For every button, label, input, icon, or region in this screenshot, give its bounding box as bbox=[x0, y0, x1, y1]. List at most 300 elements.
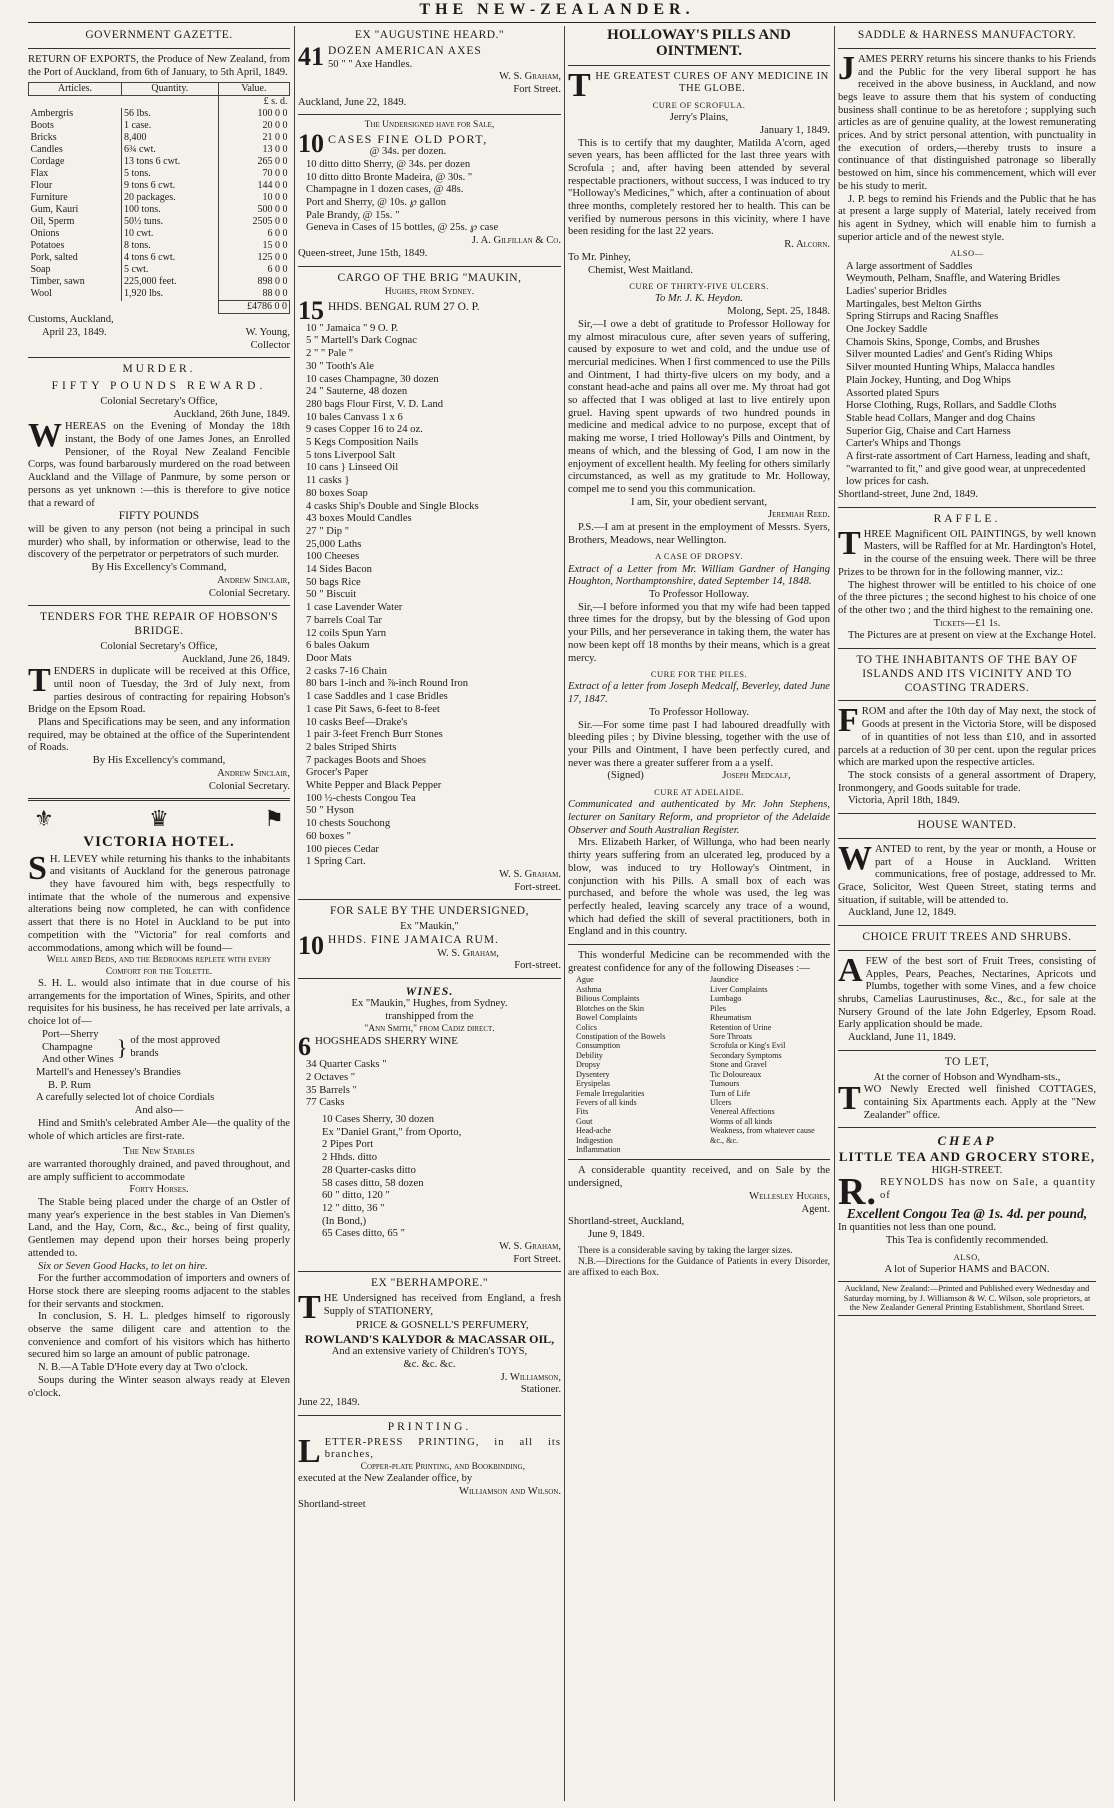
berhampore-text: HE Undersigned has received from England, a fresh Supply of STATIONERY, bbox=[323, 1293, 561, 1317]
oporto-item: 12 " ditto, 36 " bbox=[322, 1202, 385, 1214]
cargo-item: 7 packages Boots and Shoes bbox=[306, 754, 427, 766]
disease-item: Venereal Affections bbox=[710, 1107, 775, 1117]
masthead: THE NEW-ZEALANDER. bbox=[419, 1, 695, 18]
congou-tea: Excellent Congou Tea @ 1s. 4d. per pound, bbox=[846, 1206, 1088, 1222]
oporto-item: 28 Quarter-casks ditto bbox=[322, 1164, 416, 1176]
export-quantity: 5 tons. bbox=[121, 168, 218, 180]
disease-item: Tic Doloureaux bbox=[710, 1069, 762, 1079]
axes-date: Auckland, June 22, 1849. bbox=[298, 96, 407, 108]
tea-quantities: In quantities not less than one pound. bbox=[838, 1222, 997, 1234]
tenders-text: ENDERS in duplicate will be received at this Office, until noon of Tuesday, the 3rd of July next, from parties desirous of contracting for repairing Hobson's Bridge on the Epsom Road. bbox=[28, 666, 290, 716]
stables-text-2: The Stable being placed under the charge of an Ostler of many year's experience in the best stables in Van Diemen's Land, and the Hay, Corn, &c., &c., being of first quality, Gentlemen may depend upon their horses being properly attended to. bbox=[28, 1197, 290, 1259]
berhampore-title: Stationer. bbox=[520, 1384, 561, 1396]
export-article: Potatoes bbox=[30, 240, 65, 252]
export-quantity: 8 tons. bbox=[121, 240, 218, 252]
saddle-item: Silver mounted Hunting Whips, Malacca handles bbox=[846, 362, 1055, 374]
directions-note: N.B.—Directions for the Guidance of Patients in every Disorder, are affixed to each Box. bbox=[568, 1257, 830, 1279]
export-value: 70 0 0 bbox=[218, 168, 289, 180]
scrofula-to-2: Chemist, West Maitland. bbox=[588, 264, 693, 276]
cargo-item: 27 " Dip " bbox=[306, 525, 350, 537]
cargo-item: 10 " Jamaica " 9 O. P. bbox=[306, 322, 399, 334]
column-divider bbox=[564, 26, 565, 1801]
scrofula-heading: CURE OF SCROFULA. bbox=[652, 99, 746, 110]
cargo-first: HHDS. BENGAL RUM 27 O. P. bbox=[328, 300, 480, 313]
ulcers-text: Sir,—I owe a debt of gratitude to Professor Holloway for my almost miraculous cure, after seven years of suffering, caused by exposure to wet and cold, and the undue use of mercurial medicines. When I first commenced to use the Pills and Ointment, I had thirty-five ulcers on my body, and a constant head-ache and pains all over me. My throat had got so affected that I was obliged at last to live entirely upon gruel. Having spent upwards of two hundred pounds in medicine and medical advice to no purpose, except that of making me worse, I tried Holloway's Pills and Ointment, by means of which, and the blessing of God, I am now in the enjoyment of excellent health. My feeling for others similarly circumstanced, as well as my gratitude to Mr. Holloway, compel me to send you this communication. bbox=[568, 318, 830, 495]
saddle-item: Assorted plated Spurs bbox=[846, 387, 939, 399]
table-row bbox=[29, 192, 290, 204]
cargo-list bbox=[298, 323, 561, 869]
cheap-heading: CHEAP bbox=[937, 1133, 997, 1149]
export-value: 20 0 0 bbox=[218, 120, 289, 132]
tenders-signature: Andrew Sinclair, bbox=[217, 767, 290, 779]
oporto-item: 10 Cases Sherry, 30 dozen bbox=[322, 1114, 434, 1126]
export-value: 6 0 0 bbox=[218, 264, 289, 276]
export-quantity: 20 packages. bbox=[121, 192, 218, 204]
piles-heading: CURE FOR THE PILES. bbox=[650, 669, 748, 680]
table-row bbox=[29, 144, 290, 156]
cargo-item: 1 case Pit Saws, 6-feet to 8-feet bbox=[306, 703, 440, 715]
table-dhote: N. B.—A Table D'Hote every day at Two o'clock. bbox=[38, 1362, 248, 1374]
murder-signature-title: Colonial Secretary. bbox=[208, 587, 290, 599]
saddle-item: Ladies' superior Bridles bbox=[846, 285, 947, 297]
disease-item: Worms of all kinds bbox=[710, 1116, 773, 1126]
export-quantity: 56 lbs. bbox=[121, 108, 218, 120]
table-row bbox=[29, 204, 290, 216]
disease-item: Constipation of the Bowels bbox=[576, 1031, 666, 1041]
inhabitants-text-2: The stock consists of a general assortment of Drapery, Ironmongery, and Goods suitable for trade. bbox=[838, 769, 1096, 794]
export-article: Ambergris bbox=[30, 108, 74, 120]
table-row bbox=[29, 228, 290, 240]
murder-reward: FIFTY POUNDS bbox=[118, 510, 200, 523]
saddle-item: One Jockey Saddle bbox=[846, 324, 928, 336]
port-item: Champagne in 1 dozen cases, @ 48s. bbox=[306, 184, 464, 196]
wines-ship: "Ann Smith," from Cadiz direct. bbox=[364, 1023, 495, 1034]
hotel-rum: B. P. Rum bbox=[48, 1079, 91, 1091]
holloway-intro: HE GREATEST CURES OF ANY MEDICINE IN THE GLOBE. bbox=[595, 70, 829, 95]
murder-date: Auckland, 26th June, 1849. bbox=[173, 408, 290, 420]
tenders-office: Colonial Secretary's Office, bbox=[100, 640, 218, 652]
export-value: 2505 0 0 bbox=[218, 216, 289, 228]
perry-text: AMES PERRY returns his sincere thanks to his Friends and the Public for the very liberal support he has received in the above business, in Auckland, and now begs leave to assure them that his system of conducting business shall continue to be as heretofore ; supplying such articles as are of genuine quality, at the lowest remunerating prices. And by strict personal attention, with punctuality in the execution of orders,—thereby trusts to insure a continuance of that distinguished patronage so liberally bestowed on him, since his commencement, which will ever be his study to merit. bbox=[838, 53, 1096, 192]
cargo-item: 5 Kegs Composition Nails bbox=[306, 437, 419, 449]
disease-item: Fevers of all kinds bbox=[576, 1097, 637, 1107]
berhampore-date: June 22, 1849. bbox=[298, 1397, 360, 1409]
sale-text: A considerable quantity received, and on Sale by the undersigned, bbox=[568, 1165, 830, 1190]
customs-signature: W. Young, bbox=[245, 326, 290, 338]
export-article: Wool bbox=[30, 288, 52, 300]
raffle-tickets: Tickets—£1 1s. bbox=[933, 617, 1001, 629]
port-list bbox=[298, 159, 561, 235]
export-value: 13 0 0 bbox=[218, 144, 289, 156]
disease-item: Head-ache bbox=[576, 1126, 611, 1136]
crest-icon: ⚜ bbox=[34, 806, 54, 832]
cargo-item: 1 case Lavender Water bbox=[306, 602, 403, 614]
axes-number: 41 bbox=[298, 41, 324, 71]
printing-text: ETTER-PRESS PRINTING, in all its branches, bbox=[324, 1436, 561, 1461]
export-quantity: 13 tons 6 cwt. bbox=[121, 156, 218, 168]
sale-date: June 9, 1849. bbox=[588, 1228, 645, 1240]
hotel-text-2: S. H. L. would also intimate that in due course of his arrangements for the importation of Wines, Spirits, and other requisites for his business, he has received per late arrivals, a choice lot of— bbox=[28, 978, 290, 1028]
disease-item: Bilious Complaints bbox=[576, 994, 640, 1004]
export-value: 6 0 0 bbox=[218, 228, 289, 240]
tenders-date: Auckland, June 26, 1849. bbox=[181, 653, 290, 665]
cargo-item: 100 Cheeses bbox=[306, 551, 360, 563]
export-article: Cordage bbox=[30, 156, 65, 168]
disease-item: Piles bbox=[710, 1003, 726, 1013]
stables-hacks: Six or Seven Good Hacks, to let on hire. bbox=[38, 1260, 208, 1272]
axes-heading: EX "AUGUSTINE HEARD." bbox=[354, 29, 505, 41]
port-item: Port and Sherry, @ 10s. ℘ gallon bbox=[306, 197, 447, 208]
fruit-text: FEW of the best sort of Fruit Trees, consisting of Apples, Pears, Peaches, Nectarines, Apricots und Plumbs, together with some Vines, and a few choice shrubs, Camelias Laurustinuses, &c., &c., for sale at the Nursery Ground of the late John Edgerley, Epsom Road. Early application should be made. bbox=[838, 955, 1096, 1031]
saddle-item: Weymouth, Pelham, Snaffle, and Watering Bridles bbox=[846, 273, 1060, 285]
saving-note: There is a considerable saving by taking the larger sizes. bbox=[578, 1245, 793, 1256]
cargo-item: White Pepper and Black Pepper bbox=[306, 780, 442, 792]
wines-list bbox=[298, 1059, 561, 1110]
wines-heading: WINES. bbox=[405, 984, 454, 999]
rum-heading: FOR SALE BY THE UNDERSIGNED, bbox=[330, 905, 529, 918]
port-line-1: CASES FINE OLD PORT, bbox=[328, 131, 488, 146]
disease-item: Indigestion bbox=[576, 1135, 613, 1145]
disease-item: Fits bbox=[576, 1107, 589, 1117]
disease-item: Sore Throats bbox=[710, 1031, 752, 1041]
export-article: Oil, Sperm bbox=[30, 216, 75, 228]
piles-signed: (Signed) bbox=[607, 770, 644, 782]
hotel-wine-item: Champagne bbox=[42, 1041, 93, 1053]
column-4: SADDLE & HARNESS MANUFACTORY. JAMES PERRY returns his sincere thanks to his Friends and the Public for the very liberal support he has received in the above business, in Auckland, and now begs leave to assure them that his system of conducting business shall continue to be as heretofore ; supplying such articles as are of genuine quality, at the lowest remunerating prices. And by strict personal attention, with punctuality in the execution of orders,—thereby trusts to insure a continuance of that distinguished patronage so liberally bestowed on him, since his commencement, which will ever be his study to merit. J. P. begs to remind his Friends and the Public that he has at present a large supply of Material, lately received from his agent in Sydney, which will enable him to furnish a superior article and of the newest style. ALSO— A large assortment of Saddles Weymouth, Pelham, Snaffle, and Watering Bridles Ladies' superior Bridles Martingales, best Melton Girths Spring Stirrups and Racing Snaffles One Jockey Saddle Chamois Skins, Sponge, Combs, and Brushes Silver mounted Ladies' and Gent's Riding Whips Silver mounted Hunting Whips, Malacca handles Plain Jockey, Hunting, and Dog Whips Assorted plated Spurs Horse Clothing, Rugs, Rollars, and Saddle Cloths Stable head Collars, Manger and dog Chains Superior Gig, Chaise and Cart Harness Carter's Whips and Thongs A first-rate assortment of Cart Harness, leading and shaft, "warranted to fit," and give good wear, at unprecedented low prices for cash. Shortland-street, June 2nd, 1849. RAFFLE. THREE Magnificent OIL PAINTINGS, by well known Masters, will be Raffled for at Mr. Hardington's Hotel, in the course of the ensuing week. There will be three Prizes to be thrown for in the following manner, viz.: The highest thrower will be entitled to his choice of one of the three pictures ; the second highest to his choice of one of the other two ; and the third highest to the remaining one. Tickets—£1 1s. The Pictures are at present on view at the Exchange Hotel. TO THE INHABITANTS OF THE BAY OF ISLANDS AND ITS VICINITY AND TO COASTING TRADERS. FROM and after the 10th day of May next, the stock of Goods at present in the Victoria Store, will be disposed of in quantities of not less than £10, and in assorted parcels at a reduction of 30 per cent. upon the regular prices which are marked upon the respective articles. The stock consists of a general assortment of Drapery, Ironmongery, and Goods suitable for trade. Victoria, April 18th, 1849. HOUSE WANTED. WANTED to rent, by the year or month, a House or part of a House in Auckland. Written communications, free of postage, addressed to Mr. Grace, Solicitor, West Queen Street, stating terms and situation, if suitable, will be attended to. Auckland, June 12, 1849. CHOICE FRUIT TREES AND SHRUBS. AFEW of the best sort of Fruit Trees, consisting of Apples, Pears, Peaches, Nectarines, Apricots und Plumbs, together with some Vines, and a few choice shrubs, Camelias Laurustinuses, &c., &c., for sale at the Nursery Ground of the late John Edgerley, Epsom Road. Early application should be made. Auckland, June 11, 1849. TO LET, At the corner of Hobson and Wyndham-sts., TWO Newly Erected well finished COTTAGES, containing Six Apartments each. Apply at the "New Zealander" office. CHEAP LITTLE TEA AND GROCERY STORE, HIGH-STREET. R. REYNOLDS has now on Sale, a quantity of Excellent Congou Tea @ 1s. 4d. per pound, In quantities not less than one pound. This Tea is confidently recommended. ALSO, A lot of Superior HAMS and BACON. Auckland, New Zealand:—Printed and Published every Wednesday and Saturday morning, by J. Williamson & W. C. Wilson, sole proprietors, at the New Zealander General Printing Establishment, Shortland Street. bbox=[838, 26, 1096, 1801]
printing-line-2: Copper-plate Printing, and Bookbinding, bbox=[360, 1461, 526, 1472]
export-value: 500 0 0 bbox=[218, 204, 289, 216]
hotel-emblem bbox=[28, 806, 290, 832]
wines-number: 6 bbox=[298, 1032, 311, 1062]
cargo-item: 80 bars 1-inch and ⅞-inch Round Iron bbox=[306, 678, 469, 690]
sale-title: Agent. bbox=[801, 1203, 830, 1215]
dropsy-heading: A CASE OF DROPSY. bbox=[655, 551, 743, 562]
export-article: Flax bbox=[30, 168, 49, 180]
table-row bbox=[29, 264, 290, 276]
oporto-item: Ex "Daniel Grant," from Oporto, bbox=[322, 1126, 462, 1138]
saddle-item: Horse Clothing, Rugs, Rollars, and Saddle Cloths bbox=[846, 400, 1057, 412]
house-heading: HOUSE WANTED. bbox=[917, 819, 1017, 832]
disease-item: Bowel Complaints bbox=[576, 1013, 638, 1023]
murder-text-2: will be given to any person (not being a principal in such murder) who shall, by information or otherwise, lead to the discovery of the perpetrator or perpetrators of such murder. bbox=[28, 524, 290, 561]
disease-item: Colics bbox=[576, 1022, 597, 1032]
diseases-list bbox=[568, 975, 830, 1154]
cargo-item: 5 tons Liverpool Salt bbox=[306, 449, 396, 461]
table-row bbox=[29, 168, 290, 180]
masthead-rule bbox=[28, 22, 1096, 23]
export-value: 125 0 0 bbox=[218, 252, 289, 264]
axes-line-2: 50 " " Axe Handles. bbox=[328, 58, 413, 70]
dropsy-extract: Extract of a Letter from Mr. William Gardner of Hanging Houghton, Northamptonshire, dated September 14, 1848. bbox=[568, 563, 830, 588]
cargo-item: 50 " Hyson bbox=[306, 805, 354, 817]
wines-item: 35 Barrels " bbox=[306, 1084, 357, 1096]
hotel-beds: Well aired Beds, and the Bedrooms replete with every Comfort for the Toilette. bbox=[46, 955, 272, 977]
table-row bbox=[29, 156, 290, 168]
raffle-text-2: The highest thrower will be entitled to his choice of one of the three pictures ; the second highest to his choice of one of the other two ; and the third highest to the remaining one. bbox=[838, 579, 1096, 616]
cargo-item: 2 bales Striped Shirts bbox=[306, 741, 397, 753]
disease-item: Erysipelas bbox=[576, 1079, 611, 1089]
cargo-item: 2 " " Pale " bbox=[306, 348, 354, 360]
cargo-item: Grocer's Paper bbox=[306, 767, 369, 779]
berhampore-toys: And an extensive variety of Children's TOYS, bbox=[331, 1346, 528, 1358]
cargo-item: 11 casks } bbox=[306, 475, 350, 487]
raffle-heading: RAFFLE. bbox=[933, 512, 1001, 525]
table-row bbox=[29, 288, 290, 301]
hotel-cordials: A carefully selected lot of choice Cordials bbox=[36, 1092, 215, 1104]
return-title: RETURN OF EXPORTS, the Produce of New Zealand, from the Port of Auckland, from 6th of January, to 5th April, 1849. bbox=[28, 53, 290, 78]
export-article: Flour bbox=[30, 180, 53, 192]
let-heading: TO LET, bbox=[944, 1055, 990, 1068]
port-item: Pale Brandy, @ 15s. " bbox=[306, 209, 400, 221]
port-price: @ 34s. per dozen. bbox=[369, 146, 447, 158]
cargo-item: 1 pair 3-feet French Burr Stones bbox=[306, 729, 443, 741]
tenders-signature-title: Colonial Secretary. bbox=[208, 780, 290, 792]
fruit-date: Auckland, June 11, 1849. bbox=[848, 1032, 956, 1044]
wines-item: 77 Casks bbox=[306, 1097, 345, 1109]
high-street: HIGH-STREET. bbox=[931, 1164, 1003, 1176]
col-header-quantity: Quantity. bbox=[121, 83, 218, 96]
piles-text: Sir.—For some time past I had laboured dreadfully with bleeding piles ; by Divine blessing, together with the use of your Pills and Ointment, I have been perfectly cured, and never was there a greater sufferer from a a yself. bbox=[568, 719, 830, 769]
port-number: 10 bbox=[298, 128, 324, 158]
tenders-text-2: Plans and Specifications may be seen, and any information required, may be obtained at the office of the Superintendent of Roads. bbox=[28, 717, 290, 754]
saddle-item: A large assortment of Saddles bbox=[846, 260, 973, 272]
cargo-item: 10 casks Beef—Drake's bbox=[306, 716, 408, 728]
saddle-list bbox=[838, 261, 1096, 490]
adelaide-extract: Communicated and authenticated by Mr. John Stephens, lecturer on Sanitary Reform, and proprietor of the Adelaide Observer and South Australian Register. bbox=[568, 799, 830, 836]
port-item: Geneva in Cases of 15 bottles, @ 25s. ℘ case bbox=[306, 222, 499, 234]
cargo-item: 10 cases Champagne, 30 dozen bbox=[306, 373, 439, 385]
table-row bbox=[29, 240, 290, 252]
scrofula-to: To Mr. Pinhey, bbox=[568, 251, 631, 263]
berhampore-heading: EX "BERHAMPORE." bbox=[370, 1277, 489, 1290]
disease-item: Consumption bbox=[576, 1041, 621, 1051]
port-heading: The Undersigned have for Sale, bbox=[364, 120, 495, 131]
export-article: Candles bbox=[30, 144, 63, 156]
stables-text-4: In conclusion, S. H. L. pledges himself to rigorously observe the same diligent care and attention to the convenience and comfort of his visitors which has hitherto secured him so large an amount of public patronage. bbox=[28, 1311, 290, 1361]
col-header-articles: Articles. bbox=[29, 83, 122, 96]
export-quantity: 4 tons 6 cwt. bbox=[121, 252, 218, 264]
murder-command: By His Excellency's Command, bbox=[91, 562, 227, 574]
cargo-item: 14 Sides Bacon bbox=[306, 564, 372, 576]
export-value: 144 0 0 bbox=[218, 180, 289, 192]
let-line-1: At the corner of Hobson and Wyndham-sts., bbox=[873, 1071, 1061, 1083]
cargo-item: 1 case Saddles and 1 case Bridles bbox=[306, 691, 448, 703]
cargo-item: 80 boxes Soap bbox=[306, 487, 368, 499]
export-article: Furniture bbox=[30, 192, 68, 204]
disease-item: Debility bbox=[576, 1050, 603, 1060]
customs-place: Customs, Auckland, bbox=[28, 314, 114, 326]
gazette-heading: GOVERNMENT GAZETTE. bbox=[85, 29, 233, 41]
rum-signature: W. S. Graham, bbox=[437, 947, 499, 959]
ulcers-signature: Jeremiah Reed. bbox=[768, 509, 830, 521]
cargo-item: 10 bales Canvass 1 x 6 bbox=[306, 411, 403, 423]
dropsy-text: Sir,—I before informed you that my wife had been tapped three times for the dropsy, but by the blessing of God upon your Pills, and her perseverance in taking them, the water has now been kept off 18 months by their means, which is a great mercy. bbox=[568, 601, 830, 664]
tea-also: ALSO, bbox=[953, 1251, 981, 1262]
disease-item: Dropsy bbox=[576, 1060, 601, 1070]
hotel-also: And also— bbox=[134, 1105, 184, 1117]
hotel-brandies: Martell's and Henessey's Brandies bbox=[36, 1067, 181, 1078]
stables-forty: Forty Horses. bbox=[129, 1184, 189, 1196]
stables-heading: The New Stables bbox=[123, 1146, 195, 1158]
axes-signature: W. S. Graham, bbox=[499, 71, 561, 83]
saddle-item: Martingales, best Melton Girths bbox=[846, 298, 982, 310]
exports-table bbox=[28, 82, 290, 314]
let-text: WO Newly Erected well finished COTTAGES, containing Six Apartments each. Apply at the "New Zealander" office. bbox=[863, 1084, 1096, 1121]
house-date: Auckland, June 12, 1849. bbox=[848, 907, 957, 919]
cargo-heading: CARGO OF THE BRIG "MAUKIN, bbox=[337, 271, 522, 284]
saddle-item: Plain Jockey, Hunting, and Dog Whips bbox=[846, 374, 1011, 386]
disease-item: Scrofula or King's Evil bbox=[710, 1041, 786, 1051]
col-header-value: Value. bbox=[218, 83, 289, 96]
column-1: GOVERNMENT GAZETTE. RETURN OF EXPORTS, the Produce of New Zealand, from the Port of Auckland, from 6th of January, to 5th April, 1849. Articles. Quantity. Value. £ s. d. Ambergris 56 lbs. 100 0 0 Boots 1 case. 20 0 0 Bricks 8,400 21 0 0 Candles 6¾ cwt. 13 0 0 Cordage 13 tons 6 cwt. 265 0 0 Flax 5 tons. 70 0 0 Flour 9 tons 6 cwt. 144 0 0 Furniture 20 packages. 10 0 0 Gum, Kauri 100 tons. 500 0 0 Oil, Sperm 50½ tuns. 2505 0 0 Onions 10 cwt. 6 0 0 Potatoes 8 tons. 15 0 0 Pork, salted 4 tons 6 cwt. 125 0 0 Soap 5 cwt. 6 0 0 Timber, sawn 225,000 feet. 898 0 0 Wool 1,920 lbs. 88 0 0 £4786 0 0 Customs, Auckland, April 23, 1849. W. Young, Collector MURDER. FIFTY POUNDS REWARD. Colonial Secretary's Office, Auckland, 26th June, 1849. WHEREAS on the Evening of Monday the 18th instant, the Body of one James Jones, an Enrolled Pensioner, of the Royal New Zealand Fencible Corps, was found barbarously murdered on the road between Auckland and the Village of Panmure, by some person or persons as yet unknown :—this is therefore to give notice that a reward of FIFTY POUNDS will be given to any person (not being a principal in such murder) who shall, by information or otherwise, lead to the discovery of the perpetrator or perpetrators of such murder. By His Excellency's Command, Andrew Sinclair, Colonial Secretary. TENDERS FOR THE REPAIR OF HOBSON'S BRIDGE. Colonial Secretary's Office, Auckland, June 26, 1849. TENDERS in duplicate will be received at this Office, until noon of Tuesday, the 3rd of July next, from parties desirous of contracting for repairing Hobson's Bridge on the Epsom Road. Plans and Specifications may be seen, and any information required, may be obtained at the office of the Superintendent of Roads. By His Excellency's command, Andrew Sinclair, Colonial Secretary. ⚜ ♛ ⚑ VICTORIA HOTEL. S H. LEVEY while returning his thanks to the inhabitants and visitants of Auckland for the generous patronage they have favoured him with, begs respectfully to intimate that the whole of the numerous and expensive alterations being now completed, he can with confidence assert that there is no Hotel in Auckland to be put into competition with the "Victoria" for real comforts and accommodations, among which will be found— Well aired Beds, and the Bedrooms replete with every Comfort for the Toilette. S. H. L. would also intimate that in due course of his arrangements for the importation of Wines, Spirits, and other requisites for his business, he has received per late arrivals, a choice lot of— Port—Sherry Champagne And other Wines } of the most approved brands Martell's and Henessey's Brandies B. P. Rum A carefully selected lot of choice Cordials And also— Hind and Smith's celebrated Amber Ale—the quality of the whole of which articles are first-rate. The New Stables are warranted thoroughly drained, and paved throughout, and are amply sufficient to accommodate Forty Horses. The Stable being placed under the charge of an Ostler of many year's experience in the best stables in Van Diemen's Land, and the Hay, Corn, &c., &c., being of first quality, Gentlemen may depend upon their horses being properly attended to. Six or Seven Good Hacks, to let on hire. For the further accommodation of importers and owners of Horse stock there are sleeping rooms adjacent to the stables for their servants and stockmen. In conclusion, S. H. L. pledges himself to rigorously observe the same diligent care and attention to the convenience and comfort of his visitors which has hitherto secured him so large an amount of public patronage. N. B.—A Table D'Hote every day at Two o'clock. Soups during the Winter season always ready at Eleven o'clock. bbox=[28, 29, 290, 1399]
oporto-list bbox=[298, 1114, 561, 1241]
disease-item: Inflammation bbox=[576, 1145, 621, 1155]
disease-item: Female Irregularities bbox=[576, 1088, 645, 1098]
piles-to: To Professor Holloway. bbox=[648, 706, 750, 718]
export-article: Boots bbox=[30, 120, 54, 132]
cargo-item: 24 " Sauterne, 48 dozen bbox=[306, 386, 408, 398]
disease-item: Liver Complaints bbox=[710, 984, 768, 994]
table-row bbox=[29, 120, 290, 132]
disease-item: Tumours bbox=[710, 1079, 740, 1089]
currency-header: £ s. d. bbox=[218, 96, 289, 109]
dropsy-to: To Professor Holloway. bbox=[648, 589, 750, 601]
house-text: ANTED to rent, by the year or month, a House or part of a House in Auckland. Written communications, free of postage, addressed to Mr. Grace, Solicitor, West Queen Street, stating terms and situation, if suitable, will be attended to. bbox=[838, 843, 1096, 906]
fruit-heading: CHOICE FRUIT TREES AND SHRUBS. bbox=[862, 931, 1072, 944]
scrofula-signature: R. Alcorn. bbox=[784, 239, 830, 251]
murder-subheading: FIFTY POUNDS REWARD. bbox=[51, 380, 267, 393]
wines-item: 2 Octaves " bbox=[306, 1071, 356, 1083]
cargo-item: Door Mats bbox=[306, 652, 352, 664]
saddle-item: Silver mounted Ladies' and Gent's Riding Whips bbox=[846, 349, 1053, 361]
rum-number: 10 bbox=[298, 930, 324, 960]
sale-signature: Wellesley Hughes, bbox=[749, 1190, 830, 1202]
imprint: Auckland, New Zealand:—Printed and Published every Wednesday and Saturday morning, by J. Williamson & W. C. Wilson, sole proprietors, at the New Zealander General Printing Establishment, Shortland Street. bbox=[838, 1281, 1096, 1316]
saddle-item: Carter's Whips and Thongs bbox=[846, 438, 961, 450]
adelaide-heading: CURE AT ADELAIDE. bbox=[654, 787, 744, 798]
cargo-subheading: Hughes, from Sydney. bbox=[384, 287, 475, 298]
export-value: 100 0 0 bbox=[218, 108, 289, 120]
disease-item: Dysentery bbox=[576, 1069, 610, 1079]
murder-office: Colonial Secretary's Office, bbox=[100, 395, 218, 407]
hotel-heading: VICTORIA HOTEL. bbox=[83, 833, 235, 850]
cargo-item: 12 coils Spun Yarn bbox=[306, 627, 387, 639]
hotel-wines: Port—Sherry Champagne And other Wines } of the most approved brands bbox=[28, 1029, 290, 1067]
flag-icon: ⚑ bbox=[264, 806, 284, 832]
export-quantity: 5 cwt. bbox=[121, 264, 218, 276]
export-article: Onions bbox=[30, 228, 60, 240]
cargo-item: 10 cans } Linseed Oil bbox=[306, 462, 399, 474]
disease-item: Retention of Urine bbox=[710, 1022, 772, 1032]
column-divider bbox=[294, 26, 295, 1801]
column-2: EX "AUGUSTINE HEARD." 41 DOZEN AMERICAN AXES 50 " " Axe Handles. W. S. Graham, Fort Street. Auckland, June 22, 1849. The Undersigned have for Sale, 10 CASES FINE OLD PORT, @ 34s. per dozen. 10 ditto ditto Sherry, @ 34s. per dozen 10 ditto ditto Bronte Madeira, @ 30s. " Champagne in 1 dozen cases, @ 48s. Port and Sherry, @ 10s. ℘ gallon Pale Brandy, @ 15s. " Geneva in Cases of 15 bottles, @ 25s. ℘ case J. A. Gilfillan & Co. Queen-street, June 15th, 1849. CARGO OF THE BRIG "MAUKIN, Hughes, from Sydney. 15 HHDS. BENGAL RUM 27 O. P. 10 " Jamaica " 9 O. P. 5 " Martell's Dark Cognac 2 " " Pale " 30 " Tooth's Ale 10 cases Champagne, 30 dozen 24 " Sauterne, 48 dozen 280 bags Flour First, V. D. Land 10 bales Canvass 1 x 6 9 cases Copper 16 to 24 oz. 5 Kegs Composition Nails 5 tons Liverpool Salt 10 cans } Linseed Oil 11 casks } 80 boxes Soap 4 casks Ship's Double and Single Blocks 43 boxes Mould Candles 27 " Dip " 25,000 Laths 100 Cheeses 14 Sides Bacon 50 bags Rice 50 " Biscuit 1 case Lavender Water 7 barrels Coal Tar 12 coils Spun Yarn 6 bales Oakum Door Mats 2 casks 7-16 Chain 80 bars 1-inch and ⅞-inch Round Iron 1 case Saddles and 1 case Bridles 1 case Pit Saws, 6-feet to 8-feet 10 casks Beef—Drake's 1 pair 3-feet French Burr Stones 2 bales Striped Shirts 7 packages Boots and Shoes Grocer's Paper White Pepper and Black Pepper 100 ½-chests Congou Tea 50 " Hyson 10 chests Souchong 60 boxes " 100 pieces Cedar 1 Spring Cart. W. S. Graham. Fort-street. FOR SALE BY THE UNDERSIGNED, Ex "Maukin," 10 HHDS. FINE JAMAICA RUM. W. S. Graham, Fort-street. WINES. Ex "Maukin," Hughes, from Sydney. transhipped from the "Ann Smith," from Cadiz direct. 6 HOGSHEADS SHERRY WINE 34 Quarter Casks " 2 Octaves " 35 Barrels " 77 Casks 10 Cases Sherry, 30 dozen Ex "Daniel Grant," from Oporto, 2 Pipes Port 2 Hhds. ditto 28 Quarter-casks ditto 58 cases ditto, 58 dozen 60 " ditto, 120 " 12 " ditto, 36 " (In Bond,) 65 Cases ditto, 65 " W. S. Graham, Fort Street. EX "BERHAMPORE." THE Undersigned has received from England, a fresh Supply of STATIONERY, PRICE & GOSNELL'S PERFUMERY, ROWLAND'S KALYDOR & MACASSAR OIL, And an extensive variety of Children's TOYS, &c. &c. &c. J. Williamson, Stationer. June 22, 1849. PRINTING. LETTER-PRESS PRINTING, in all its branches, Copper-plate Printing, and Bookbinding, executed at the New Zealander office, by Williamson and Wilson. Shortland-street bbox=[298, 29, 561, 1510]
port-signature: J. A. Gilfillan & Co. bbox=[471, 235, 561, 247]
port-item: 10 ditto ditto Sherry, @ 34s. per dozen bbox=[306, 158, 471, 170]
cargo-item: 50 " Biscuit bbox=[306, 589, 357, 601]
table-row bbox=[29, 108, 290, 120]
cargo-item: 25,000 Laths bbox=[306, 538, 362, 550]
export-article: Pork, salted bbox=[30, 252, 78, 264]
disease-item: Blotches on the Skin bbox=[576, 1003, 644, 1013]
oporto-item: 65 Cases ditto, 65 " bbox=[322, 1228, 405, 1240]
export-article: Gum, Kauri bbox=[30, 204, 79, 216]
printing-heading: PRINTING. bbox=[387, 1420, 472, 1433]
scrofula-place: Jerry's Plains, bbox=[669, 112, 729, 124]
cargo-item: 4 casks Ship's Double and Single Blocks bbox=[306, 500, 479, 512]
disease-item: Ague bbox=[576, 975, 594, 985]
exports-total: £4786 0 0 bbox=[218, 301, 289, 314]
ulcers-ps: P.S.—I am at present in the employment of Messrs. Syers, Brothers, Meadows, near Wellington. bbox=[568, 522, 830, 546]
oporto-item: 60 " ditto, 120 " bbox=[322, 1190, 390, 1202]
cargo-item: 2 casks 7-16 Chain bbox=[306, 665, 387, 677]
reynolds-text: REYNOLDS has now on Sale, a quantity of bbox=[879, 1177, 1096, 1201]
scrofula-date: January 1, 1849. bbox=[759, 124, 830, 136]
export-quantity: 225,000 feet. bbox=[121, 276, 218, 288]
perry-text-2: J. P. begs to remind his Friends and the Public that he has at present a large supply of Material, lately received from his agent in Sydney, which will enable him to furnish a superior article and of the newest style. bbox=[838, 193, 1096, 243]
cargo-signature: W. S. Graham. bbox=[499, 868, 561, 880]
export-value: 265 0 0 bbox=[218, 156, 289, 168]
table-row bbox=[29, 252, 290, 264]
disease-item: Jaundice bbox=[710, 975, 739, 985]
cargo-item: 280 bags Flour First, V. D. Land bbox=[306, 398, 444, 410]
column-3: HOLLOWAY'S PILLS AND OINTMENT. THE GREATEST CURES OF ANY MEDICINE IN THE GLOBE. CURE OF SCROFULA. Jerry's Plains, January 1, 1849. This is to certify that my daughter, Matilda A'corn, aged seven years, has been afflicted for the last three years with Scrofula ; and, after having been attended by several respectable practioners, without success, I was induced to try "Holloway's Medicines," which, after a continuation of about three months, completely restored her to health. This can be verified by numerous persons in this vicinity, where I have been residing for the last 22 years. R. Alcorn. To Mr. Pinhey, Chemist, West Maitland. CURE OF THIRTY-FIVE ULCERS. To Mr. J. K. Heydon. Molong, Sept. 25, 1848. Sir,—I owe a debt of gratitude to Professor Holloway for my almost miraculous cure, after seven years of suffering, caused by exposure to wet and cold, and the undue use of mercurial medicines. When I first commenced to use the Pills and Ointment, I had thirty-five ulcers on my body, and a constant head-ache and pains all over me. My throat had got so affected that I was obliged at last to live entirely upon gruel. Having spent upwards of two hundred pounds in medicine and medical advice to no purpose, except that of making me worse, I tried Holloway's Pills and Ointment, by means of which, and the blessing of God, I am now in the enjoyment of excellent health. My feeling for others similarly circumstanced, as well as my gratitude to Mr. Holloway, compel me to send you this communication. I am, Sir, your obedient servant, Jeremiah Reed. P.S.—I am at present in the employment of Messrs. Syers, Brothers, Meadows, near Wellington. A CASE OF DROPSY. Extract of a Letter from Mr. William Gardner of Hanging Houghton, Northamptonshire, dated September 14, 1848. To Professor Holloway. Sir,—I before informed you that my wife had been tapped three times for the dropsy, but by the blessing of God upon your Pills, and her perseverance in taking them, the water has now been kept off 18 months by their means, which is a great mercy. CURE FOR THE PILES. Extract of a letter from Joseph Medcalf, Beverley, dated June 17, 1847. To Professor Holloway. Sir.—For some time past I had laboured dreadfully with bleeding piles ; by Divine blessing, together with the use of your Pills and Ointment, I have been perfectly cured, and never was there a greater sufferer from a a yself. (Signed) Joseph Medcalf, CURE AT ADELAIDE. Communicated and authenticated by Mr. John Stephens, lecturer on Sanitary Reform, and proprietor of the Adelaide Observer and South Australian Register. Mrs. Elizabeth Harker, of Willunga, who had been nearly thirty years suffering from an ulcerated leg, produced by a blow, was induced to try Holloway's Ointment, in conjunction with his Pills. A small box of each was purchased, and before the whole was used, the leg was perfectly healed, leaving scarcely any trace of a wound, which had defied the skill of several practitioners, both in England and in this country. This wonderful Medicine can be recommended with the greatest confidence for any of the following Diseases :— Ague Asthma Bilious Complaints Blotches on the Skin Bowel Complaints Colics Constipation of the Bowels Consumption Debility Dropsy Dysentery Erysipelas Female Irregularities Fevers of all kinds Fits Gout Head-ache Indigestion Inflammation Jaundice Liver Complaints Lumbago Piles Rheumatism Retention of Urine Sore Throats Scrofula or King's Evil Secondary Symptoms Stone and Gravel Tic Doloureaux Tumours Turn of Life Ulcers Venereal Affections Worms of all kinds Weakness, from whatever cause &c., &c. A considerable quantity received, and on Sale by the undersigned, Wellesley Hughes, Agent. Shortland-street, Auckland, June 9, 1849. There is a considerable saving by taking the larger sizes. N.B.—Directions for the Guidance of Patients in every Disorder, are affixed to each Box. bbox=[568, 27, 830, 1279]
hotel-text: H. LEVEY while returning his thanks to the inhabitants and visitants of Auckland for the generous patronage they have favoured him with, begs respectfully to intimate that the whole of the numerous and expensive alterations being now completed, he can with confidence assert that there is no Hotel in Auckland to be put into competition with the "Victoria" for real comforts and accommodations, among which will be found— bbox=[28, 853, 290, 954]
holloway-heading: HOLLOWAY'S PILLS AND OINTMENT. bbox=[607, 27, 791, 59]
oporto-item: (In Bond,) bbox=[322, 1215, 367, 1227]
cargo-number: 15 bbox=[298, 295, 324, 325]
export-value: 21 0 0 bbox=[218, 132, 289, 144]
export-value: 88 0 0 bbox=[218, 288, 289, 301]
cargo-item: 7 barrels Coal Tar bbox=[306, 614, 382, 626]
inhabitants-text: ROM and after the 10th day of May next, the stock of Goods at present in the Victoria Store, will be disposed of in quantities of not less than £10, and in assorted parcels at a reduction of 30 per cent. upon the regular prices which are marked upon the respective articles. bbox=[838, 706, 1096, 769]
port-address: Queen-street, June 15th, 1849. bbox=[298, 247, 428, 259]
hotel-wine-item: And other Wines bbox=[42, 1054, 114, 1066]
ulcers-heading: CURE OF THIRTY-FIVE ULCERS. bbox=[629, 281, 769, 292]
crown-icon: ♛ bbox=[149, 806, 169, 832]
disease-item: Weakness, from whatever cause bbox=[710, 1126, 815, 1136]
export-quantity: 6¾ cwt. bbox=[121, 144, 218, 156]
scrofula-text: This is to certify that my daughter, Matilda A'corn, aged seven years, has been afflicted for the last three years with Scrofula ; and, after having been attended by several respectable practioners, without success, I was induced to try "Holloway's Medicines," which, after a continuation of about three months, completely restored her to health. This can be verified by numerous persons in this vicinity, where I have been residing for the last 22 years. bbox=[568, 137, 830, 238]
saddle-item: Spring Stirrups and Racing Snaffles bbox=[846, 311, 999, 323]
export-article: Timber, sawn bbox=[30, 276, 85, 288]
diseases-intro: This wonderful Medicine can be recommended with the greatest confidence for any of the following Diseases :— bbox=[568, 950, 830, 974]
inhabitants-date: Victoria, April 18th, 1849. bbox=[848, 795, 960, 807]
saddle-item: A first-rate assortment of Cart Harness, leading and shaft, "warranted to fit," and give good wear, at unprecedented low prices for cash. bbox=[846, 451, 1091, 488]
export-quantity: 8,400 bbox=[121, 132, 218, 144]
table-row bbox=[29, 132, 290, 144]
oporto-item: 2 Hhds. ditto bbox=[322, 1152, 378, 1164]
export-article: Bricks bbox=[30, 132, 57, 144]
export-quantity: 1 case. bbox=[121, 120, 218, 132]
ulcers-to: To Mr. J. K. Heydon. bbox=[655, 293, 743, 305]
berhampore-kalydor: ROWLAND'S KALYDOR & MACASSAR OIL, bbox=[304, 1331, 555, 1346]
disease-item: Stone and Gravel bbox=[710, 1060, 767, 1070]
rum-address: Fort-street. bbox=[514, 960, 561, 972]
disease-item: Secondary Symptoms bbox=[710, 1050, 782, 1060]
wines-item: 34 Quarter Casks " bbox=[306, 1059, 387, 1071]
printing-line-3: executed at the New Zealander office, by bbox=[298, 1473, 473, 1485]
saddle-address: Shortland-street, June 2nd, 1849. bbox=[838, 489, 979, 501]
table-row bbox=[29, 276, 290, 288]
customs-title: Collector bbox=[250, 339, 290, 351]
column-divider bbox=[834, 26, 835, 1801]
hotel-wines-note: of the most approved brands bbox=[130, 1035, 221, 1059]
hotel-wine-item: Port—Sherry bbox=[42, 1028, 99, 1040]
disease-item: Asthma bbox=[576, 984, 602, 994]
cargo-item: 100 pieces Cedar bbox=[306, 843, 379, 855]
hams-bacon: A lot of Superior HAMS and BACON. bbox=[884, 1264, 1050, 1276]
raffle-text: HREE Magnificent OIL PAINTINGS, by well known Masters, will be Raffled for at Mr. Hardington's Hotel, in the course of the ensuing week. There will be three Prizes to be thrown for in the following manner, viz.: bbox=[838, 528, 1096, 578]
